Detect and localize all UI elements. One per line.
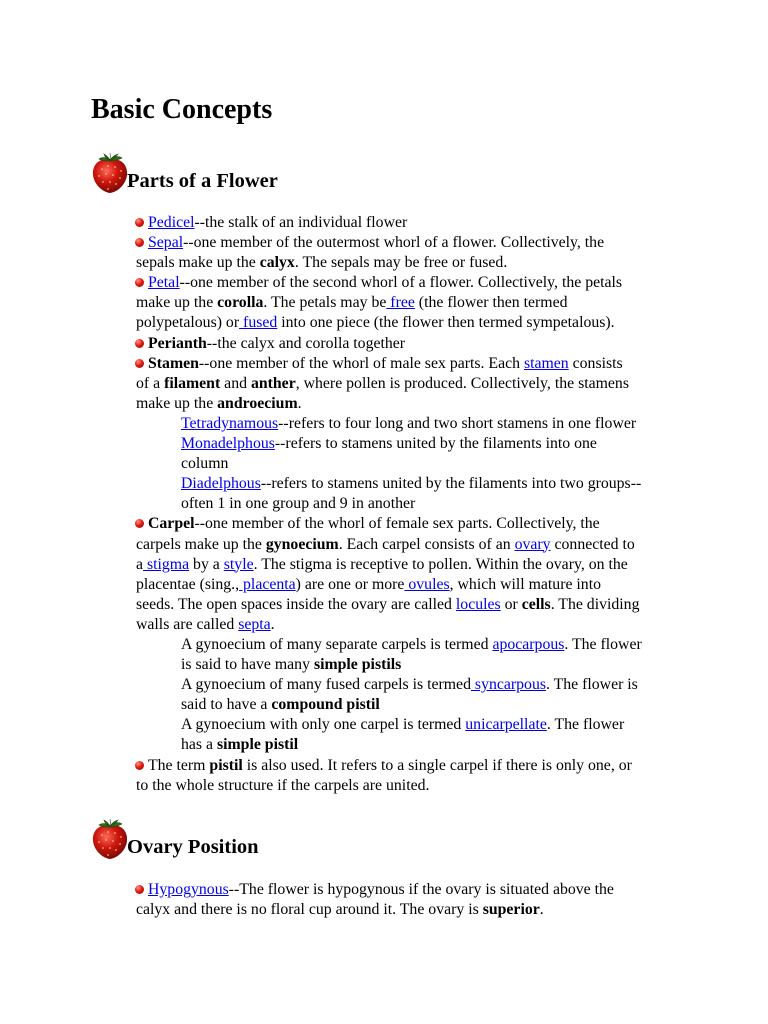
sub-item: A gynoecium with only one carpel is termed unicarpellate. The flower	[181, 716, 625, 734]
bullet-icon	[135, 519, 144, 528]
link-petal[interactable]: Petal	[148, 274, 180, 292]
list-item: Stamen--one member of the whorl of male sex parts. Each stamen consists	[136, 354, 681, 374]
link-apocarpous[interactable]: apocarpous	[492, 635, 565, 653]
bullet-icon	[135, 339, 144, 348]
sub-item: A gynoecium of many separate carpels is termed apocarpous. The flower	[181, 635, 642, 653]
bullet-icon	[135, 238, 144, 247]
section-title-ovary: Ovary Position	[127, 836, 259, 858]
bullet-icon	[135, 761, 144, 770]
link-fused[interactable]: fused	[239, 314, 278, 332]
link-stamen[interactable]: stamen	[523, 354, 569, 372]
link-hypogynous[interactable]: Hypogynous	[148, 881, 229, 898]
link-ovary[interactable]: ovary	[514, 535, 551, 553]
bullet-icon	[135, 885, 144, 894]
link-ovules[interactable]: ovules	[404, 575, 450, 593]
link-placenta[interactable]: placenta	[239, 575, 296, 593]
list-item: Carpel--one member of the whorl of female sex parts. Collectively, the	[136, 514, 681, 534]
link-tetradynamous[interactable]: Tetradynamous	[181, 414, 279, 432]
strawberry-icon	[91, 816, 129, 860]
section-title-parts: Parts of a Flower	[127, 170, 278, 192]
ovary-list: Hypogynous--The flower is hypogynous if the ovary is situated above the calyx and there is no floral cup around it. The ovary is superior.	[136, 880, 681, 920]
link-unicarpellate[interactable]: unicarpellate	[465, 716, 547, 734]
link-syncarpous[interactable]: syncarpous	[470, 676, 546, 694]
link-pedicel[interactable]: Pedicel	[148, 214, 195, 231]
list-item: Pedicel--the stalk of an individual flower	[136, 213, 681, 233]
link-stigma[interactable]: stigma	[143, 555, 190, 573]
link-diadelphous[interactable]: Diadelphous	[181, 475, 261, 493]
list-item: Hypogynous--The flower is hypogynous if the ovary is situated above the	[136, 880, 681, 900]
strawberry-icon	[91, 150, 129, 194]
list-item: The term pistil is also used. It refers to a single carpel if there is only one, or	[136, 756, 681, 776]
link-monadelphous[interactable]: Monadelphous	[181, 435, 275, 453]
bullet-icon	[135, 359, 144, 368]
bullet-icon	[135, 278, 144, 287]
sub-item: A gynoecium of many fused carpels is termed syncarpous. The flower is	[181, 676, 638, 694]
sub-item: Tetradynamous--refers to four long and two short stamens in one flower	[181, 414, 637, 432]
sub-item: Monadelphous--refers to stamens united by the filaments into one	[181, 435, 597, 453]
link-septa[interactable]: septa	[238, 615, 271, 633]
link-free[interactable]: free	[386, 294, 415, 312]
list-item: Sepal--one member of the outermost whorl of a flower. Collectively, the	[136, 233, 681, 253]
page-title: Basic Concepts	[91, 94, 273, 125]
bullet-icon	[135, 218, 144, 227]
list-item: Perianth--the calyx and corolla together	[136, 334, 681, 354]
sub-item: Diadelphous--refers to stamens united by the filaments into two groups--	[181, 475, 642, 493]
link-sepal[interactable]: Sepal	[148, 234, 184, 252]
link-style[interactable]: style	[223, 555, 254, 573]
parts-list: Pedicel--the stalk of an individual flower Sepal--one member of the outermost whorl of a flower. Collectively, the sepals make up the calyx. The sepals may be free or fused. Petal--one member of the second whorl of a flower. Collectively, the petals make up the corolla. The petals may be free (the flower then termed polypetalous) or fused into one piece (the flower then termed sympetalous). Perianth--the calyx and corolla together Stamen--one member of the whorl of male sex parts. Each stamen consists of a filament and anther, where pollen is produced. Collectively, the stamens make up the androecium. Tetradynamous--refers to four long and two short stamens in one flower Monadelphous--refers to stamens united by the filaments into one column Diadelphous--refers to stamens united by the filaments into two groups-- often 1 in one group and 9 in another Carpel--one member of the whorl of female sex parts. Collectively, the carpels make up the gynoecium. Each carpel consists of an ovary connected to a stigma by a style. The stigma is receptive to pollen. Within the ovary, on the placentae (sing., placenta) are one or more ovules, which will mature into seeds. The open spaces inside the ovary are called locules or cells. The dividing walls are called septa. A gynoecium of many separate carpels is termed apocarpous. The flower is said to have many simple pistils A gynoecium of many fused carpels is termed syncarpous. The flower is said to have a compound pistil A gynoecium with only one carpel is termed unicarpellate. The flower has a simple pistil The term pistil is also used. It refers to a single carpel if there is only one, or to the whole structure if the carpels are united.	[136, 213, 681, 796]
link-locules[interactable]: locules	[455, 595, 501, 613]
list-item: Petal--one member of the second whorl of a flower. Collectively, the petals	[136, 273, 681, 293]
